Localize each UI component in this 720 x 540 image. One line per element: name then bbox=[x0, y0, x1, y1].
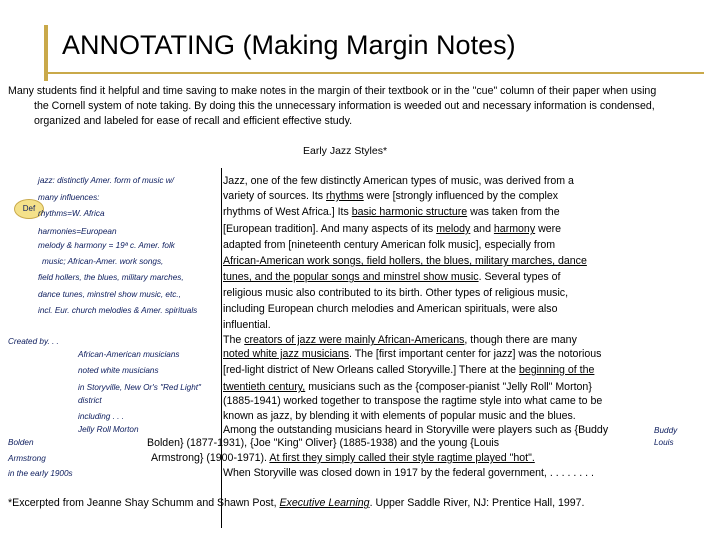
body-line: When Storyville was closed down in 1917 by the federal government, . . . . . . . . bbox=[223, 467, 594, 479]
margin-note: noted white musicians bbox=[78, 366, 159, 375]
margin-note: Created by. . . bbox=[8, 337, 59, 346]
margin-note: Bolden bbox=[8, 438, 34, 447]
body-line: adapted from [nineteenth century American folk music], especially from bbox=[223, 239, 556, 251]
section-heading: Early Jazz Styles* bbox=[303, 145, 388, 157]
body-line: Armstrong} (1900-1971). At first they simply called their style ragtime played "hot". bbox=[151, 452, 535, 464]
body-line: Among the outstanding musicians heard in Storyville were players such as {Buddy bbox=[223, 424, 609, 436]
body-line: [red-light district of New Orleans called Storyville.] There at the beginning of the bbox=[223, 364, 595, 376]
margin-note: Armstrong bbox=[8, 454, 46, 463]
margin-note: rhythms=W. Africa bbox=[38, 209, 105, 218]
body-line: (1885-1941) worked together to transpose the ragtime style into what came to be bbox=[223, 395, 603, 407]
body-line: Jazz, one of the few distinctly American types of music, was derived from a bbox=[223, 175, 574, 187]
body-line: variety of sources. Its rhythms were [strongly influenced by the complex bbox=[223, 190, 559, 202]
body-line: influential. bbox=[223, 319, 271, 331]
margin-divider bbox=[221, 168, 222, 528]
margin-note: field hollers, the blues, military marches, bbox=[38, 273, 184, 282]
intro-line: organized and labeled for ease of recall and efficient effective study. bbox=[34, 115, 353, 127]
margin-note: jazz: distinctly Amer. form of music w/ bbox=[38, 176, 174, 185]
body-line: [European tradition]. And many aspects of its melody and harmony were bbox=[223, 223, 562, 235]
margin-note: melody & harmony = 19ª c. Amer. folk bbox=[38, 241, 175, 250]
title-underline bbox=[44, 72, 704, 74]
margin-note: music; African-Amer. work songs, bbox=[42, 257, 164, 266]
body-line: including European church melodies and American spirituals, were also bbox=[223, 303, 558, 315]
margin-note: district bbox=[78, 396, 102, 405]
margin-note: in the early 1900s bbox=[8, 469, 73, 478]
body-line: tunes, and the popular songs and minstrel show music. Several types of bbox=[223, 271, 561, 283]
body-line: noted white jazz musicians. The [first important center for jazz] was the notorious bbox=[223, 348, 602, 360]
margin-note: in Storyville, New Or's "Red Light" bbox=[78, 383, 201, 392]
margin-note: incl. Eur. church melodies & Amer. spirituals bbox=[38, 306, 198, 315]
margin-note-right: Buddy bbox=[654, 426, 678, 435]
margin-note: many influences: bbox=[38, 193, 100, 202]
definition-badge: Def bbox=[14, 199, 44, 219]
margin-note: Jelly Roll Morton bbox=[78, 425, 139, 434]
margin-note: African-American musicians bbox=[78, 350, 180, 359]
intro-paragraph bbox=[8, 84, 710, 129]
body-line: twentieth century, musicians such as the {composer-pianist "Jelly Roll" Morton} bbox=[223, 381, 592, 393]
body-line: known as jazz, by blending it with elements of popular music and the blues. bbox=[223, 410, 576, 422]
margin-note: including . . . bbox=[78, 412, 124, 421]
intro-line: Many students find it helpful and time saving to make notes in the margin of their textbook or in the "cue" column of their paper when using bbox=[8, 85, 657, 97]
body-line: religious music also contributed to its birth. Other types of religious music, bbox=[223, 287, 569, 299]
intro-line: the Cornell system of note taking. By doing this the unnecessary information is weeded out and necessary information is condensed, bbox=[34, 100, 655, 112]
body-line: African-American work songs, field hollers, the blues, military marches, dance bbox=[223, 255, 587, 267]
page-title: ANNOTATING (Making Margin Notes) bbox=[62, 30, 516, 60]
margin-note: harmonies=European bbox=[38, 227, 117, 236]
margin-note-right: Louis bbox=[654, 438, 674, 447]
body-line: The creators of jazz were mainly African-Americans, though there are many bbox=[223, 334, 577, 346]
margin-note: dance tunes, minstrel show music, etc., bbox=[38, 290, 181, 299]
body-line: rhythms of West Africa.] Its basic harmonic structure was taken from the bbox=[223, 206, 560, 218]
body-line: Bolden} (1877-1931), {Joe "King" Oliver} (1885-1938) and the young {Louis bbox=[147, 437, 500, 449]
footnote: *Excerpted from Jeanne Shay Schumm and Shawn Post, Executive Learning. Upper Saddle River, NJ: Prentice Hall, 1997. bbox=[8, 497, 585, 509]
